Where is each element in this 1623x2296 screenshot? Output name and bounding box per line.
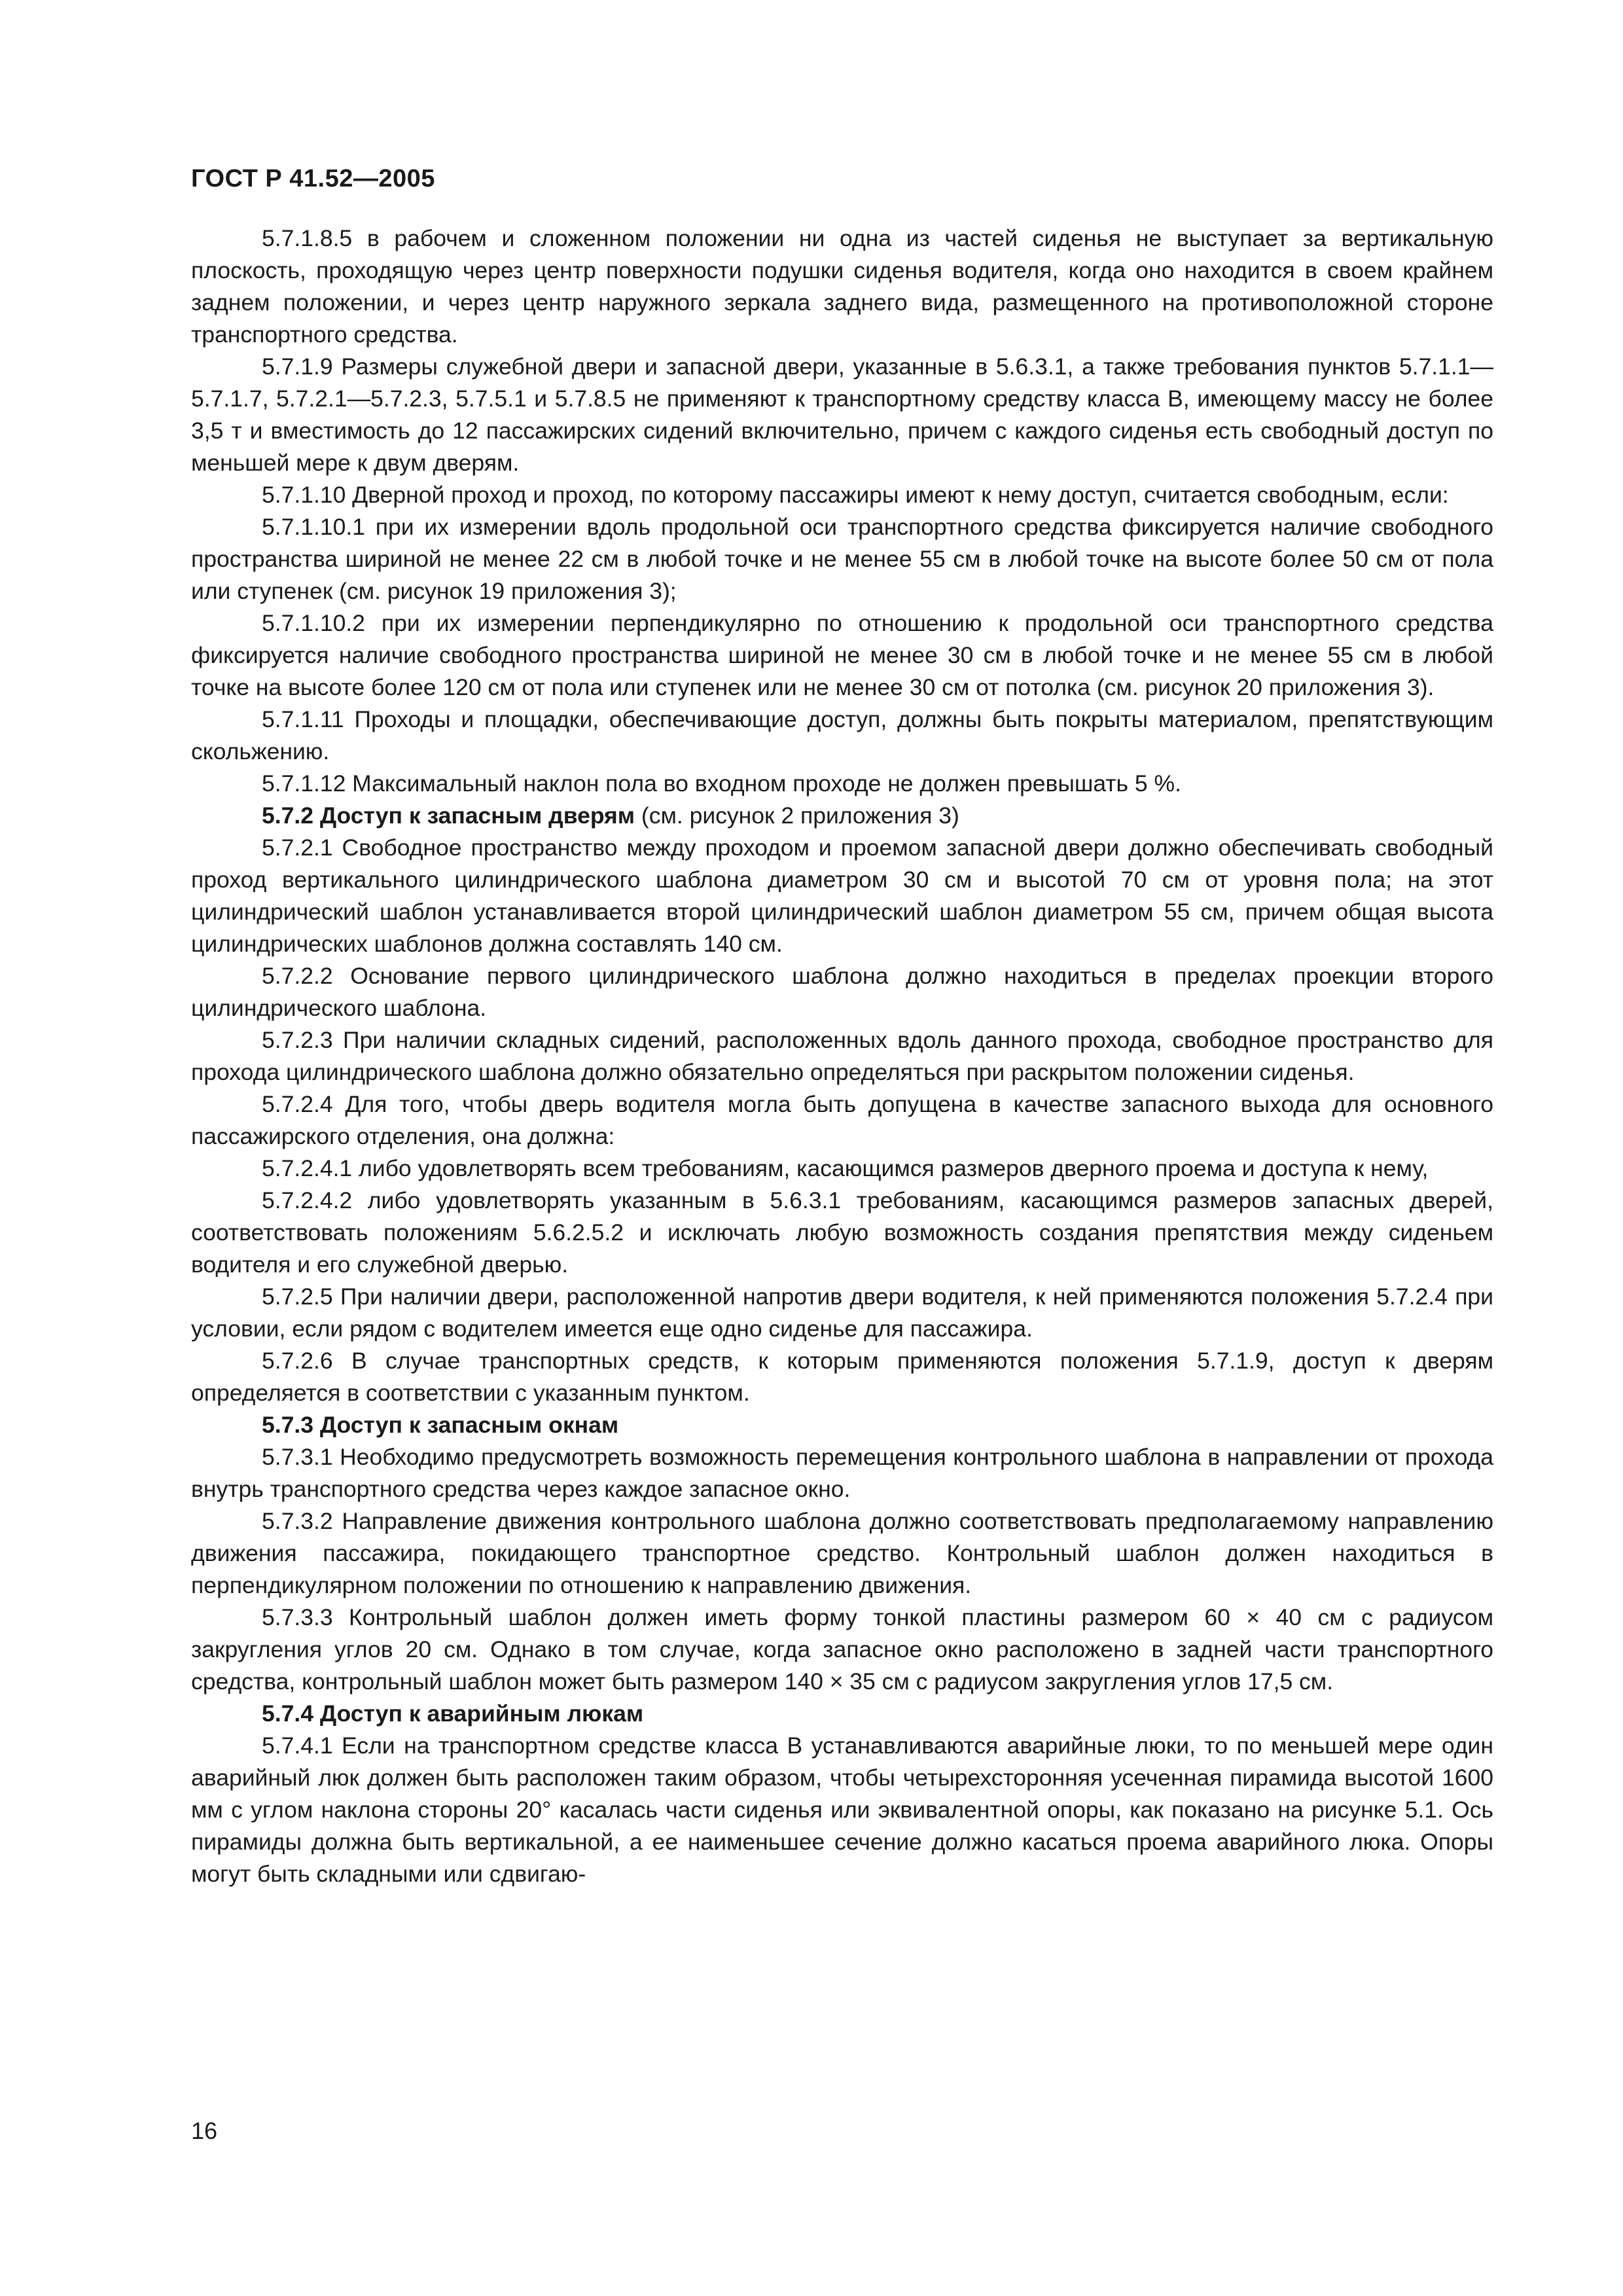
clause-paragraph: 5.7.4.1 Если на транспортном средстве класса В устанавливаются аварийные люки, то по меньшей мере один аварийный люк должен быть расположен таким образом, чтобы четырехсторонняя усеченная пирамида высотой 1600 мм с углом наклона стороны 20° касалась части сиденья или эквивалентной опоры, как показано на рисунке 5.1. Ось пирамиды должна быть вертикальной, а ее наименьшее сечение должно касаться проема аварийного люка. Опоры могут быть складными или сдвигаю- [191, 1732, 1493, 1887]
section-heading-note: (см. рисунок 2 приложения 3) [635, 802, 959, 829]
clause-paragraph: 5.7.2.4 Для того, чтобы дверь водителя могла быть допущена в качестве запасного выхода для основного пассажирского отделения, она должна: [191, 1091, 1493, 1149]
clause-paragraph: 5.7.1.10 Дверной проход и проход, по которому пассажиры имеют к нему доступ, считается свободным, если: [262, 482, 1449, 508]
clause-paragraph: 5.7.2.4.2 либо удовлетворять указанным в 5.6.3.1 требованиям, касающимся размеров запасных дверей, соответствовать положениям 5.6.2.5.2 и исключать любую возможность создания препятствия между сиденьем водителя и его служебной дверью. [191, 1187, 1493, 1278]
clause-paragraph: 5.7.3.1 Необходимо предусмотреть возможность перемещения контрольного шаблона в направлении от прохода внутрь транспортного средства через каждое запасное окно. [191, 1444, 1493, 1502]
clause-paragraph: 5.7.1.12 Максимальный наклон пола во входном проходе не должен превышать 5 %. [262, 770, 1181, 797]
clause-paragraph: 5.7.2.4.1 либо удовлетворять всем требованиям, касающимся размеров дверного проема и доступа к нему, [262, 1155, 1429, 1181]
clause-paragraph: 5.7.2.3 При наличии складных сидений, расположенных вдоль данного прохода, свободное пространство для прохода цилиндрического шаблона должно обязательно определяться при раскрытом положении сиденья. [191, 1027, 1493, 1085]
section-heading [191, 1409, 1493, 1441]
document-code-header: ГОСТ Р 41.52—2005 [191, 165, 435, 192]
clause-paragraph: 5.7.1.11 Проходы и площадки, обеспечивающие доступ, должны быть покрыты материалом, препятствующим скольжению. [191, 706, 1493, 764]
page-number: 16 [191, 2117, 218, 2144]
clause-paragraph: 5.7.2.1 Свободное пространство между проходом и проемом запасной двери должно обеспечивать свободный проход вертикального цилиндрического шаблона диаметром 30 см и высотой 70 см от уровня пола; на этот цилиндрический шаблон устанавливается второй цилиндрический шаблон диаметром 55 см, причем общая высота цилиндрических шаблонов должна составлять 140 см. [191, 834, 1493, 957]
clause-paragraph: 5.7.2.2 Основание первого цилиндрического шаблона должно находиться в пределах проекции второго цилиндрического шаблона. [191, 963, 1493, 1021]
clause-paragraph: 5.7.3.3 Контрольный шаблон должен иметь форму тонкой пластины размером 60 × 40 см с радиусом закругления углов 20 см. Однако в том случае, когда запасное окно расположено в задней части транспортного средства, контрольный шаблон может быть размером 140 × 35 см с радиусом закругления углов 17,5 см. [191, 1604, 1493, 1695]
clause-paragraph: 5.7.1.8.5 в рабочем и сложенном положении ни одна из частей сиденья не выступает за вертикальную плоскость, проходящую через центр поверхности подушки сиденья водителя, когда оно находится в своем крайнем заднем положении, и через центр наружного зеркала заднего вида, размещенного на противоположной стороне транспортного средства. [191, 225, 1493, 348]
clause-paragraph: 5.7.1.10.2 при их измерении перпендикулярно по отношению к продольной оси транспортного средства фиксируется наличие свободного пространства шириной не менее 30 см в любой точке и не менее 55 см в любой точке на высоте более 120 см от пола или ступенек или не менее 30 см от потолка (см. рисунок 20 приложения 3). [191, 610, 1493, 700]
section-heading-title: 5.7.3 Доступ к запасным окнам [262, 1412, 619, 1438]
section-heading-title: 5.7.4 Доступ к аварийным люкам [262, 1700, 644, 1727]
clause-paragraph: 5.7.2.6 В случае транспортных средств, к которым применяются положения 5.7.1.9, доступ к дверям определяется в соответствии с указанным пунктом. [191, 1348, 1493, 1406]
clause-paragraph: 5.7.1.10.1 при их измерении вдоль продольной оси транспортного средства фиксируется наличие свободного пространства шириной не менее 22 см в любой точке и не менее 55 см в любой точке на высоте более 50 см от пола или ступенек (см. рисунок 19 приложения 3); [191, 514, 1493, 604]
clause-paragraph: 5.7.2.5 При наличии двери, расположенной напротив двери водителя, к ней применяются положения 5.7.2.4 при условии, если рядом с водителем имеется еще одно сиденье для пассажира. [191, 1283, 1493, 1342]
clause-paragraph: 5.7.3.2 Направление движения контрольного шаблона должно соответствовать предполагаемому направлению движения пассажира, покидающего транспортное средство. Контрольный шаблон должен находиться в перпендикулярном положении по отношению к направлению движения. [191, 1508, 1493, 1598]
document-body [191, 223, 1493, 1890]
section-heading-title: 5.7.2 Доступ к запасным дверям [262, 802, 635, 829]
section-heading [191, 1698, 1493, 1730]
clause-paragraph: 5.7.1.9 Размеры служебной двери и запасной двери, указанные в 5.6.3.1, а также требования пунктов 5.7.1.1—5.7.1.7, 5.7.2.1—5.7.2.3, 5.7.5.1 и 5.7.8.5 не применяют к транспортному средству класса В, имеющему массу не более 3,5 т и вместимость до 12 пассажирских сидений включительно, причем с каждого сиденья есть свободный доступ по меньшей мере к двум дверям. [191, 353, 1493, 476]
section-heading [191, 800, 1493, 832]
